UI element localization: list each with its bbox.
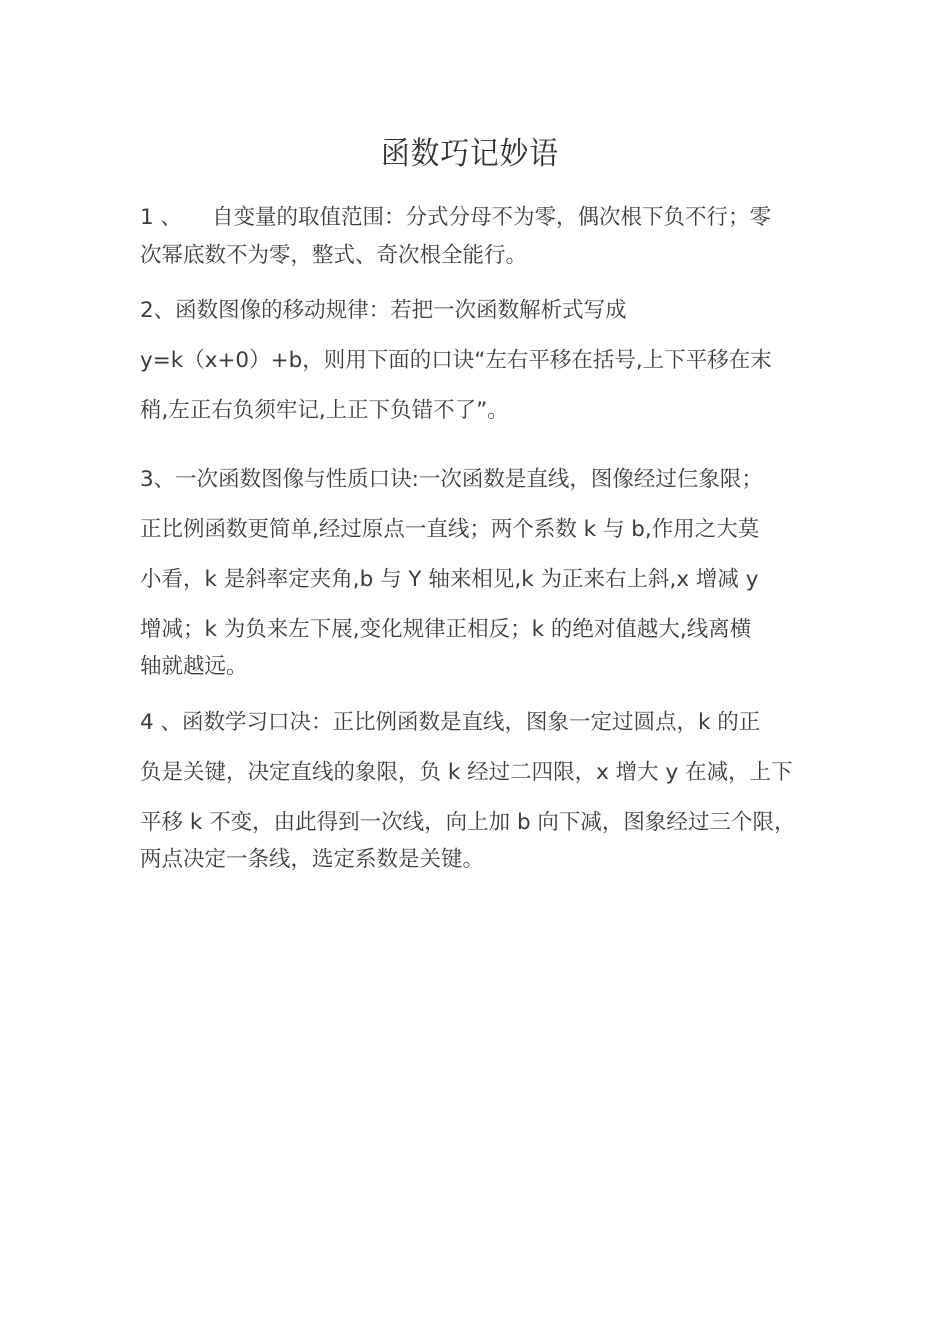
- section-2-line-3: 稍,左正右负须牢记,上正下负错不了”。: [140, 398, 509, 423]
- section-3-line-1: 3、一次函数图像与性质口诀:一次函数是直线，图像经过仨象限；: [140, 467, 763, 492]
- section-4-line-1: 4 、函数学习口决：正比例函数是直线，图象一定过圆点，k 的正: [140, 710, 761, 735]
- section-1-number: 1 、: [140, 205, 183, 230]
- section-1-text: 自变量的取值范围：分式分母不为零，偶次根下负不行；零: [212, 205, 772, 230]
- section-3-line-3: 小看，k 是斜率定夹角,b 与 Y 轴来相见,k 为正来右上斜,x 增减 y: [140, 567, 759, 592]
- section-3-line-5: 轴就越远。: [140, 654, 248, 679]
- section-2-line-1: 2、函数图像的移动规律：若把一次函数解析式写成: [140, 298, 627, 323]
- section-3-line-2: 正比例函数更简单,经过原点一直线；两个系数 k 与 b,作用之大莫: [140, 517, 760, 542]
- section-2-line-2: y=k（x+0）+b，则用下面的口诀“左右平移在括号,上下平移在末: [140, 348, 772, 373]
- section-4-line-2: 负是关键，决定直线的象限，负 k 经过二四限，x 增大 y 在减，上下: [140, 760, 793, 785]
- section-1-line-1: [140, 203, 771, 233]
- section-4-line-3: 平移 k 不变，由此得到一次线，向上加 b 向下减，图象经过三个限，: [140, 810, 796, 835]
- section-3-line-4: 增减；k 为负来左下展,变化规律正相反；k 的绝对值越大,线离横: [140, 617, 752, 642]
- section-1-line-2: 次幂底数不为零，整式、奇次根全能行。: [140, 243, 528, 268]
- section-4-line-4: 两点决定一条线，选定系数是关键。: [140, 847, 485, 872]
- page-title: 函数巧记妙语: [380, 136, 559, 172]
